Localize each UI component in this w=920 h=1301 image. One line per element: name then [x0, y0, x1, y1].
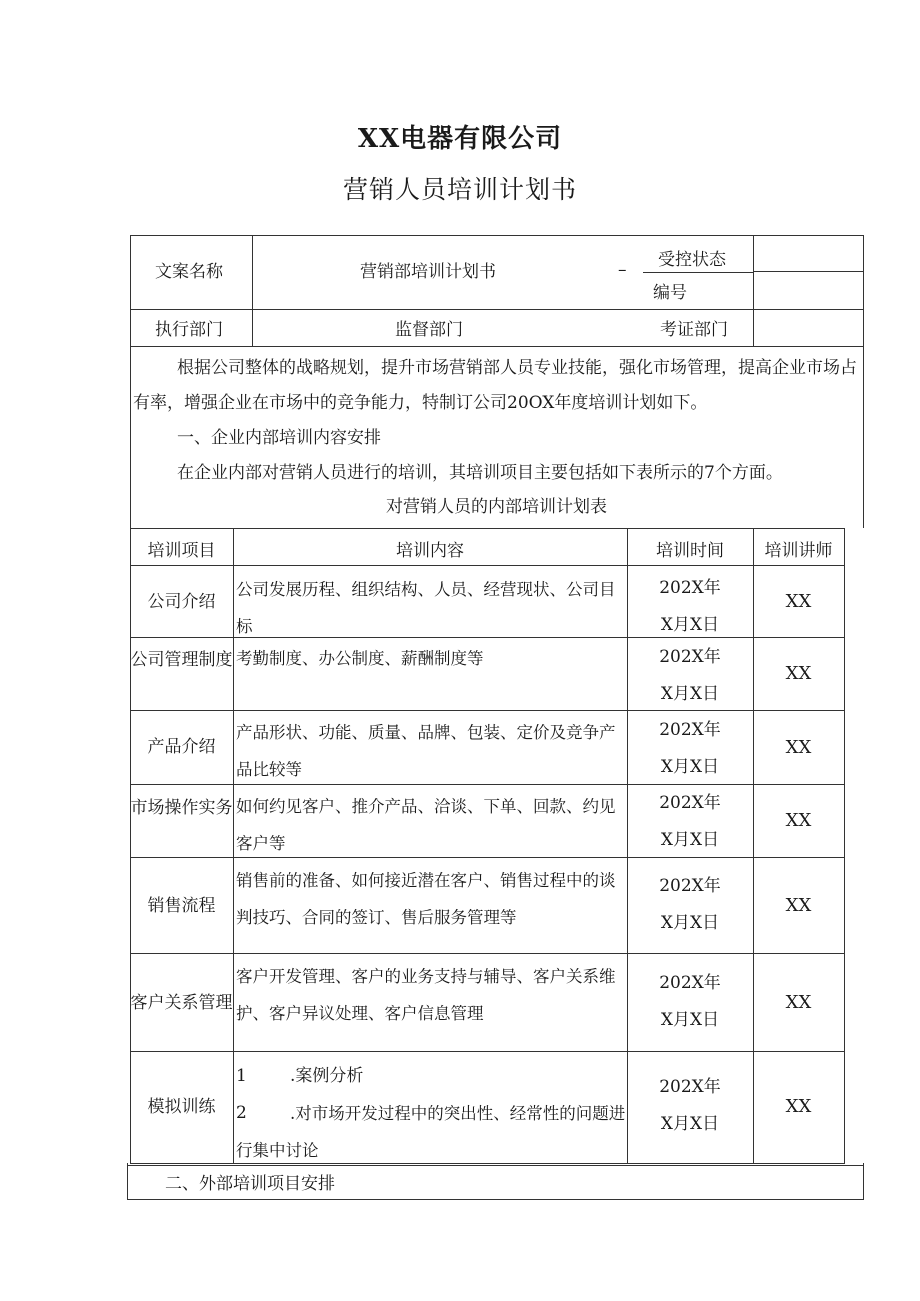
info-col-divider-2 — [753, 235, 754, 346]
row-time-year: 202X年 — [659, 973, 721, 993]
row-time-date: X月X日 — [660, 757, 720, 777]
number-label: 编号 — [653, 283, 687, 303]
row-item: 客户关系管理 — [130, 993, 233, 1013]
info-table-inner-line — [753, 271, 863, 272]
header-item: 培训项目 — [147, 541, 216, 561]
plan-col-divider-1 — [233, 528, 234, 1163]
row-content: 客户开发管理、客户的业务支持与辅导、客户关系维护、客户异议处理、客户信息管理 — [236, 967, 616, 1023]
left-border — [130, 235, 131, 526]
row-time-year: 202X年 — [659, 720, 721, 740]
row-teacher: XX — [785, 591, 812, 612]
row-content: 如何约见客户、推介产品、洽谈、下单、回款、约见客户等 — [236, 797, 616, 853]
section-1-heading: 一、企业内部培训内容安排 — [177, 428, 381, 448]
right-border — [863, 235, 864, 528]
row-item: 公司介绍 — [147, 592, 216, 612]
row-teacher: XX — [785, 810, 812, 831]
company-title: XX电器有限公司 — [357, 124, 563, 154]
header-time: 培训时间 — [656, 541, 724, 561]
plan-row-divider — [130, 953, 845, 954]
plan-row-divider — [130, 710, 845, 711]
section2-right-border — [863, 1163, 864, 1200]
plan-top-border — [130, 528, 845, 529]
row-time-year: 202X年 — [659, 647, 721, 667]
row-item: 销售流程 — [147, 896, 216, 916]
row-content-num-2: 2 — [236, 1103, 247, 1123]
dash-mark: – — [618, 260, 627, 280]
info-col-divider-1 — [252, 235, 253, 346]
row-content-item-2: .对市场开发过程中的突出性、经常性的问题进行集中讨论 — [236, 1104, 626, 1160]
row-content: 考勤制度、办公制度、薪酬制度等 — [236, 649, 484, 668]
doc-name-label: 文案名称 — [155, 262, 223, 282]
row-content: 产品形状、功能、质量、品牌、包装、定价及竞争产品比较等 — [236, 723, 616, 779]
document-title: 营销人员培训计划书 — [342, 175, 577, 204]
info-table-underline — [643, 272, 753, 273]
row-teacher: XX — [785, 992, 812, 1013]
plan-col-divider-3 — [753, 528, 754, 1163]
row-time-year: 202X年 — [659, 1077, 721, 1097]
row-content-item-1: .案例分析 — [290, 1066, 364, 1086]
row-time-date: X月X日 — [660, 830, 720, 850]
row-item: 产品介绍 — [147, 737, 216, 757]
row-time-date: X月X日 — [660, 1010, 720, 1030]
info-table-bottom-border — [130, 346, 863, 347]
table-caption: 对营销人员的内部培训计划表 — [386, 497, 607, 517]
plan-right-border — [844, 528, 845, 1163]
row-item: 模拟训练 — [147, 1097, 216, 1117]
section2-left-border — [127, 1163, 128, 1200]
header-teacher: 培训讲师 — [764, 541, 833, 561]
row-time-date: X月X日 — [660, 1114, 720, 1134]
row-time-date: X月X日 — [660, 684, 720, 704]
plan-left-border — [130, 526, 131, 1163]
row-time-date: X月X日 — [660, 913, 720, 933]
row-time-year: 202X年 — [659, 793, 721, 813]
row-teacher: XX — [785, 737, 812, 758]
row-item: 公司管理制度 — [130, 650, 233, 670]
row-teacher: XX — [785, 1096, 812, 1117]
row-teacher: XX — [785, 895, 812, 916]
row-teacher: XX — [785, 663, 812, 684]
row-item: 市场操作实务 — [130, 798, 233, 818]
section-2-heading: 二、外部培训项目安排 — [165, 1174, 335, 1194]
intro-line-2: 有率，增强企业在市场中的竞争能力，特制订公司20OX年度培训计划如下。 — [133, 393, 708, 413]
row-content-num-1: 1 — [236, 1066, 247, 1086]
plan-header-divider — [130, 565, 845, 566]
plan-row-divider — [130, 1051, 845, 1052]
section-1-description: 在企业内部对营销人员进行的培训，其培训项目主要包括如下表所示的7个方面。 — [177, 463, 783, 483]
row-time-year: 202X年 — [659, 578, 721, 598]
exam-dept-label: 考证部门 — [660, 320, 728, 340]
intro-line-1: 根据公司整体的战略规划，提升市场营销部人员专业技能，强化市场管理，提高企业市场占 — [177, 358, 857, 378]
control-status-label: 受控状态 — [658, 250, 726, 270]
row-content: 公司发展历程、组织结构、人员、经营现状、公司目标 — [236, 580, 616, 636]
section2-bottom-border — [127, 1199, 864, 1200]
doc-name-value: 营销部培训计划书 — [360, 262, 496, 282]
row-time-year: 202X年 — [659, 876, 721, 896]
row-time-date: X月X日 — [660, 615, 720, 635]
exec-dept-label: 执行部门 — [155, 320, 223, 340]
row-content: 销售前的准备、如何接近潜在客户、销售过程中的谈判技巧、合同的签订、售后服务管理等 — [236, 871, 616, 927]
supervise-dept-label: 监督部门 — [395, 320, 463, 340]
header-content: 培训内容 — [396, 541, 464, 561]
